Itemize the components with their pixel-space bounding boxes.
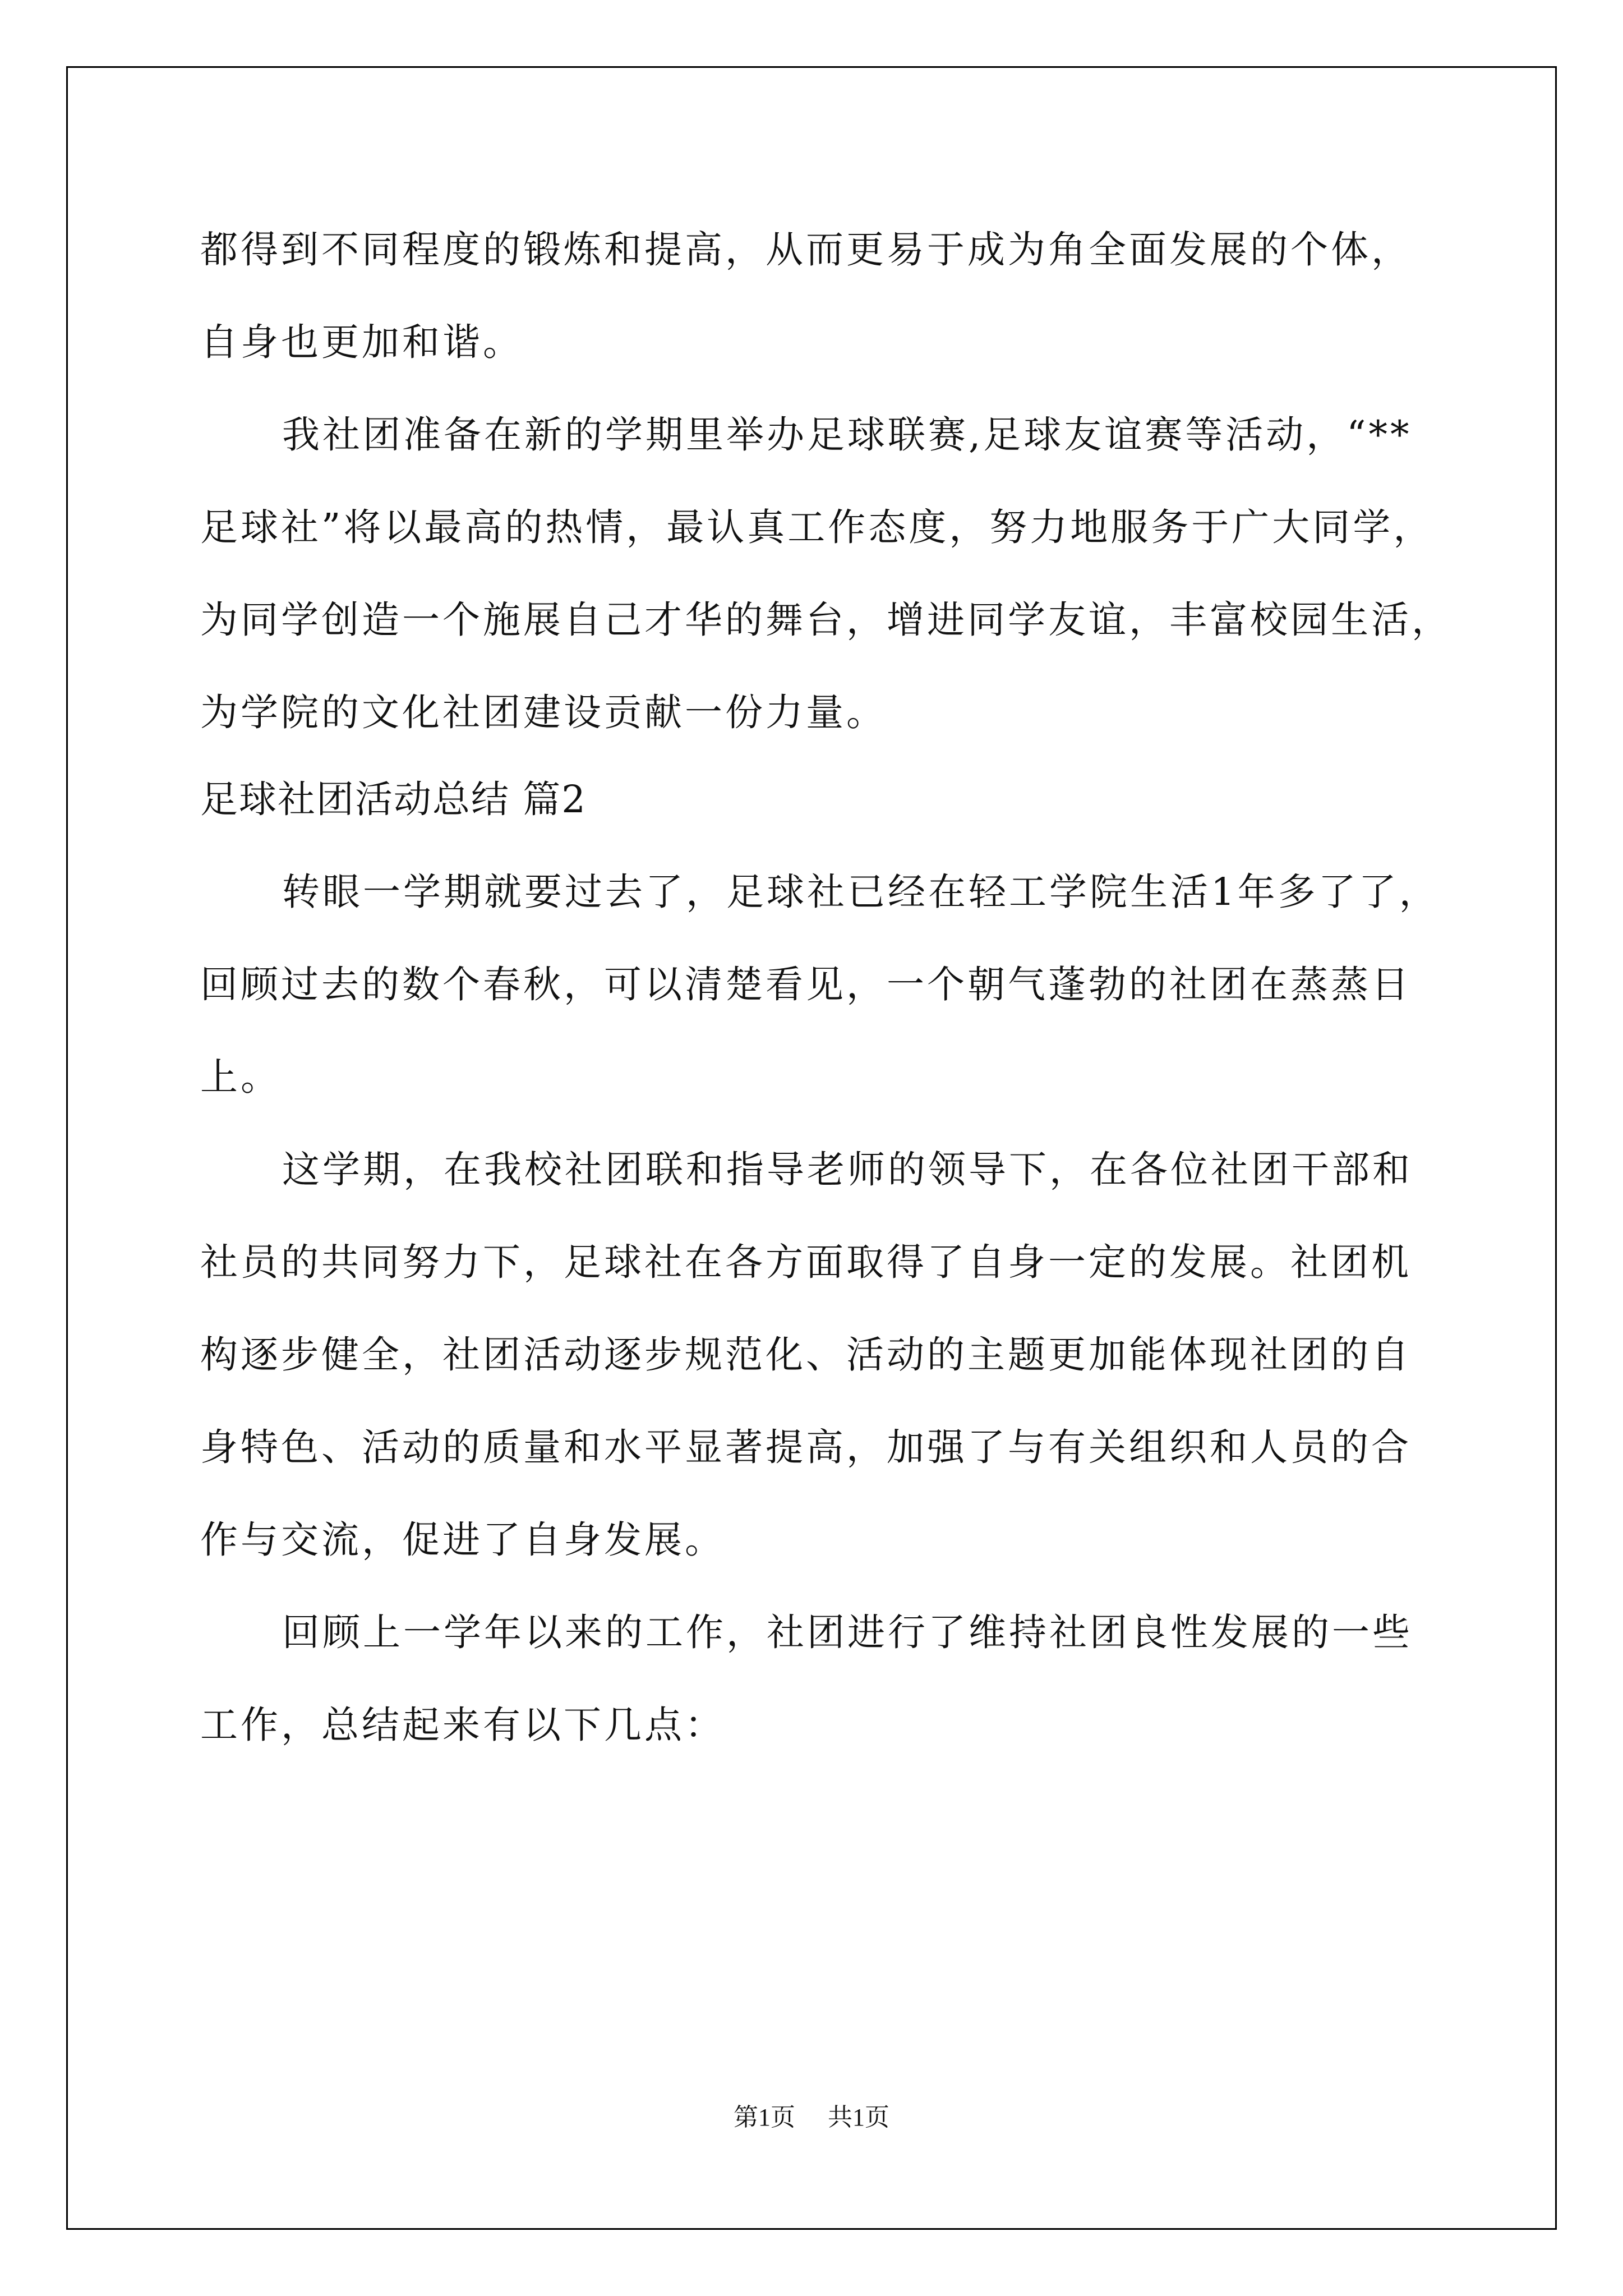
body-line: 回顾过去的数个春秋，可以清楚看见，一个朝气蓬勃的社团在蒸蒸日	[200, 963, 1412, 1006]
page-footer	[0, 2101, 1623, 2134]
body-line: 这学期，在我校社团联和指导老师的领导下，在各位社团干部和	[282, 1148, 1413, 1191]
body-line: 为学院的文化社团建设贡献一份力量。	[200, 691, 887, 734]
page-total: 共1页	[828, 2104, 889, 2131]
body-line: 构逐步健全，社团活动逐步规范化、活动的主题更加能体现社团的自	[200, 1333, 1412, 1377]
body-line: 自身也更加和谐。	[200, 320, 523, 364]
body-line: 作与交流，促进了自身发展。	[200, 1518, 725, 1562]
body-line: 转眼一学期就要过去了，足球社已经在轻工学院生活1年多了了，	[282, 870, 1440, 914]
body-line: 社员的共同努力下，足球社在各方面取得了自身一定的发展。社团机	[200, 1240, 1412, 1284]
section-heading: 足球社团活动总结 篇2	[200, 777, 587, 821]
body-line: 为同学创造一个施展自己才华的舞台，增进同学友谊，丰富校园生活，	[200, 598, 1452, 642]
body-line: 上。	[200, 1055, 281, 1099]
body-line: 我社团准备在新的学期里举办足球联赛,足球友谊赛等活动，“**	[282, 413, 1412, 457]
body-line: 足球社”将以最高的热情，最认真工作态度，努力地服务于广大同学，	[200, 505, 1434, 549]
body-line: 都得到不同程度的锻炼和提高，从而更易于成为角全面发展的个体，	[200, 228, 1412, 272]
body-line: 身特色、活动的质量和水平显著提高，加强了与有关组织和人员的合	[200, 1425, 1412, 1469]
body-line: 工作，总结起来有以下几点：	[200, 1703, 725, 1747]
page-number: 第1页	[734, 2104, 795, 2131]
body-line: 回顾上一学年以来的工作，社团进行了维持社团良性发展的一些	[282, 1611, 1413, 1654]
